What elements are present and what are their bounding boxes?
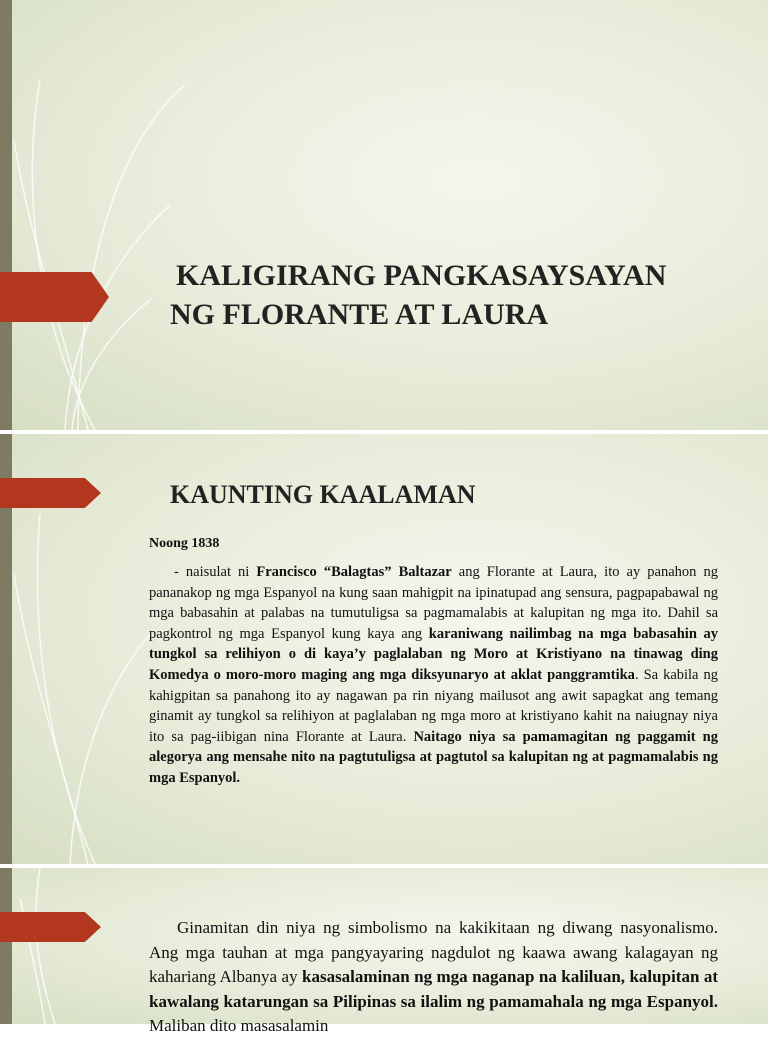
slide-title-line-1: KALIGIRANG PANGKASAYSAYAN: [176, 259, 667, 292]
slide-heading: KAUNTING KAALAMAN: [170, 480, 476, 509]
accent-tab: [0, 272, 109, 322]
paragraph-segment: ang Florante at Laura, ito ay panahon ng pananakop ng mga Espanyol na kung saan mahigpit na ipinatupad ang sensura, pagpapabawal ng mga babasahin at palabas na tumutuligsa sa pagmamalabis at kalupitan ng mga ito. Dahil sa pagkontrol ng mga Espanyol kung kaya ang: [149, 564, 718, 642]
paragraph-bold-segment: karaniwang nailimbag na mga babasahin ay tungkol sa relihiyon o di kaya’y paglalaban ng Moro at Kristiyano na tinawag ding Komedya o moro-moro maging ang mga diksyunaryo at aklat panggramtika: [149, 625, 719, 683]
slide-title-line-2: NG FLORANTE AT LAURA: [170, 298, 549, 331]
paragraph-bold-segment: Naitago niya sa pamamagitan ng paggamit ng alegorya ang mensahe nito na pagtutuligsa at pagtutol sa kalupitan ng at pagmamalabis ng mga Espanyol.: [149, 728, 718, 786]
content-slide: [0, 434, 768, 864]
paragraph-segment: Ginamitan din niya ng simbolismo na kakikitaan ng diwang nasyonalismo. Ang mga tauhan at mga pangyayaring nagdulot ng kaawa awang kalagayan ng kahariang Albanya ay: [149, 918, 718, 986]
content-slide-3: [0, 868, 768, 1035]
slide-paragraph: [149, 562, 718, 789]
accent-tab: [0, 912, 101, 942]
swirl-decoration: [0, 0, 200, 430]
paragraph-bold-segment: kasasalaminan ng mga naganap na kaliluan, kalupitan at kawalang katarungan sa Pilipinas sa ilalim ng pamamahala ng mga Espanyol.: [149, 967, 718, 1011]
slide-paragraph: [149, 916, 718, 1039]
paragraph-segment: . Sa kabila ng kahigpitan sa panahong ito ay nagawan pa rin niyang mailusot ang awit sapagkat ang temang ginamit ay tungkol sa relihiyon at paglalaban ng mga moro at kristiyano kahit na naiugnay niya ito sa pag-iibigan nina Florante at Laura.: [149, 666, 718, 745]
paragraph-bold-segment: Francisco “Balagtas” Baltazar: [256, 564, 452, 580]
paragraph-segment: Maliban dito masasalamin: [149, 1016, 329, 1035]
paragraph-segment: - naisulat ni: [174, 564, 257, 580]
title-slide: [0, 0, 768, 430]
accent-tab: [0, 478, 101, 508]
slide-subheading: Noong 1838: [149, 536, 220, 551]
